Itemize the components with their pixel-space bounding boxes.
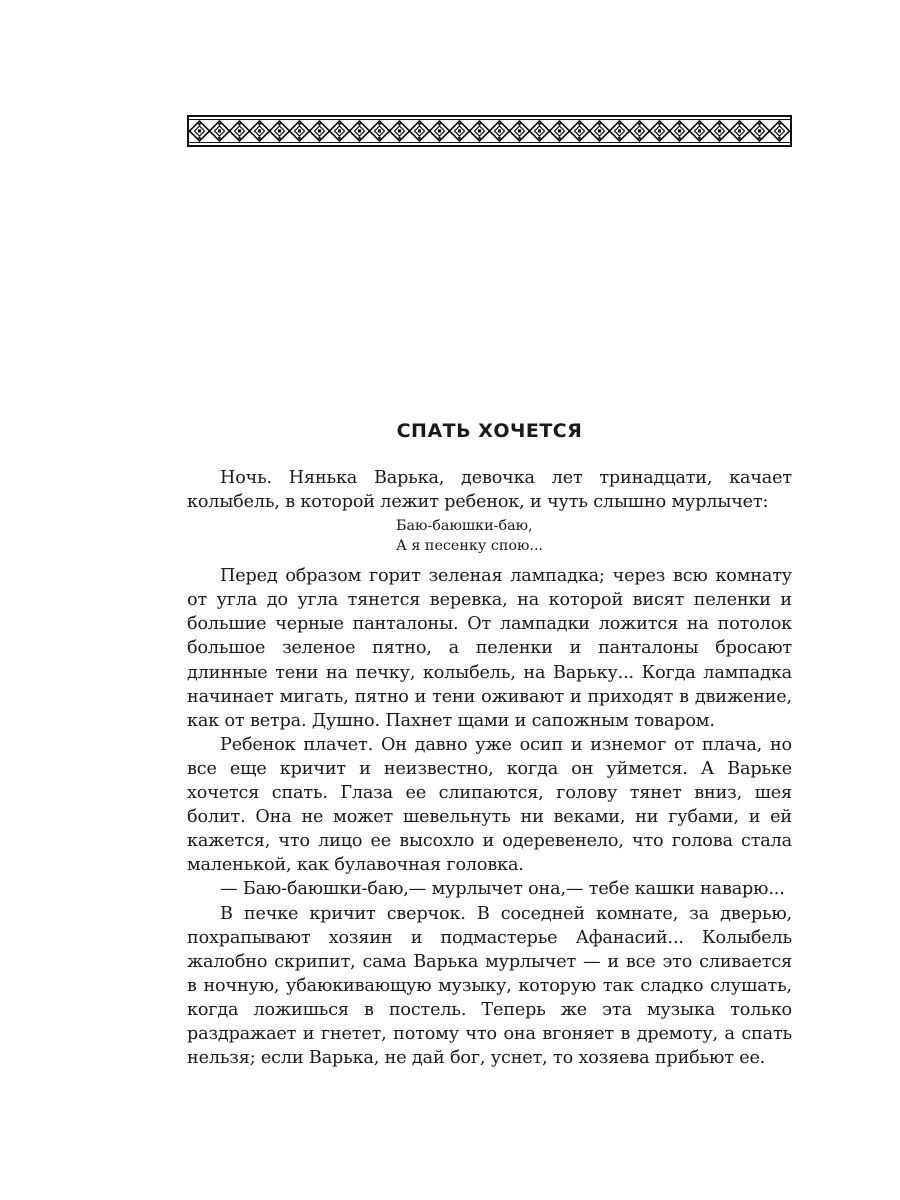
ornament-dot bbox=[218, 137, 220, 139]
ornament-joint bbox=[248, 130, 251, 133]
ornament-dot bbox=[198, 137, 200, 139]
ornament-dot bbox=[398, 123, 400, 125]
ornament-dot bbox=[498, 123, 500, 125]
ornament-dot bbox=[218, 129, 221, 132]
ornament-dot bbox=[658, 129, 661, 132]
ornament-dot bbox=[558, 137, 560, 139]
ornament-dot bbox=[538, 137, 540, 139]
ornament-joint bbox=[588, 130, 591, 133]
ornament-dot bbox=[738, 123, 740, 125]
ornament-dot bbox=[518, 123, 520, 125]
ornament-dot bbox=[538, 123, 540, 125]
ornament-dot bbox=[278, 123, 280, 125]
ornament-dot bbox=[318, 129, 321, 132]
ornament-joint bbox=[748, 130, 751, 133]
ornament-dot bbox=[358, 137, 360, 139]
ornament-joint bbox=[208, 130, 211, 133]
ornament-joint bbox=[328, 130, 331, 133]
ornament-joint bbox=[648, 130, 651, 133]
ornament-joint bbox=[268, 130, 271, 133]
ornament-dot bbox=[318, 137, 320, 139]
ornament-dot bbox=[198, 123, 200, 125]
ornament-dot bbox=[698, 137, 700, 139]
ornament-joint bbox=[708, 130, 711, 133]
ornament-dot bbox=[758, 129, 761, 132]
ornament-dot bbox=[758, 123, 760, 125]
ornament-dot bbox=[718, 137, 720, 139]
ornament-dot bbox=[558, 123, 560, 125]
ornament-dot bbox=[318, 123, 320, 125]
ornament-joint bbox=[688, 130, 691, 133]
ornament-dot bbox=[298, 129, 301, 132]
ornament-dot bbox=[438, 123, 440, 125]
ornament-dot bbox=[638, 123, 640, 125]
ornament-joint bbox=[568, 130, 571, 133]
paragraph: В печке кричит сверчок. В соседней комнате, за дверью, похрапывают хозяин и подмастерье Афанасий... Колыбель жалобно скрипит, сама Варька мурлычет — и все это сливается в ночную, убаюкивающую музыку, которую так сладко слушать, когда ложишься в постель. Теперь же эта музыка только раздражает и гнетет, потому что она вгоняет в дремоту, а спать нельзя; если Варька, не дай бог, уснет, то хозяева прибьют ее. bbox=[187, 903, 792, 1069]
ornament-dot bbox=[478, 123, 480, 125]
paragraph-intro: Ночь. Нянька Варька, девочка лет тринадцати, качает колыбель, в которой лежит ребенок, и чуть слышно мурлычет: bbox=[187, 468, 792, 513]
ornament-dot bbox=[418, 123, 420, 125]
ornament-dot bbox=[778, 129, 781, 132]
ornament-joint bbox=[508, 130, 511, 133]
ornament-dot bbox=[358, 123, 360, 125]
ornament-dot bbox=[458, 129, 461, 132]
paragraph: — Баю-баюшки-баю,— мурлычет она,— тебе кашки наварю... bbox=[220, 879, 785, 900]
ornament-dot bbox=[258, 137, 260, 139]
ornament-dot bbox=[258, 123, 260, 125]
ornament-dot bbox=[398, 137, 400, 139]
ornament-dot bbox=[298, 137, 300, 139]
ornament-joint bbox=[428, 130, 431, 133]
ornament-joint bbox=[768, 130, 771, 133]
ornament-dot bbox=[658, 123, 660, 125]
ornament-joint bbox=[368, 130, 371, 133]
ornament-dot bbox=[238, 129, 241, 132]
ornament-dot bbox=[718, 129, 721, 132]
verse-line: Баю-баюшки-баю, bbox=[396, 518, 533, 535]
ornament-dot bbox=[618, 123, 620, 125]
ornament-dot bbox=[518, 129, 521, 132]
ornament-dot bbox=[278, 137, 280, 139]
ornament-dot bbox=[398, 129, 401, 132]
ornament-dot bbox=[598, 129, 601, 132]
ornament-dot bbox=[738, 137, 740, 139]
paragraph: Перед образом горит зеленая лампадка; через всю комнату от угла до угла тянется веревка, на которой висят пеленки и большие черные панталоны. От лампадки ложится на потолок большое зеленое пятно, а пеленки и панталоны бросают длинные тени на печку, колыбель, на Варьку... Когда лампадка начинает мигать, пятно и тени оживают и приходят в движение, как от ветра. Душно. Пахнет щами и сапожным товаром. bbox=[187, 566, 792, 731]
ornament-joint bbox=[348, 130, 351, 133]
ornament-dot bbox=[338, 137, 340, 139]
ornament-dot bbox=[218, 123, 220, 125]
ornament-dot bbox=[498, 129, 501, 132]
ornament-dot bbox=[698, 123, 700, 125]
ornament-dot bbox=[778, 123, 780, 125]
ornament-pattern bbox=[189, 117, 790, 145]
ornament-dot bbox=[458, 137, 460, 139]
ornament-dot bbox=[558, 129, 561, 132]
ornament-dot bbox=[498, 137, 500, 139]
chapter-title: СПАТЬ ХОЧЕТСЯ bbox=[396, 420, 583, 442]
ornament-joint bbox=[308, 130, 311, 133]
verse-block bbox=[396, 517, 792, 556]
ornament-dot bbox=[418, 137, 420, 139]
ornament-joint bbox=[189, 130, 191, 133]
ornament-dot bbox=[738, 129, 741, 132]
body-text bbox=[187, 466, 792, 1070]
ornament-dot bbox=[618, 137, 620, 139]
ornament-joint bbox=[288, 130, 291, 133]
verse-line: А я песенку спою... bbox=[396, 537, 544, 554]
ornament-dot bbox=[638, 137, 640, 139]
ornament-joint bbox=[388, 130, 391, 133]
ornament-dot bbox=[378, 123, 380, 125]
ornament-dot bbox=[758, 137, 760, 139]
ornament-joint bbox=[228, 130, 231, 133]
ornament-dot bbox=[438, 137, 440, 139]
ornament-dot bbox=[418, 129, 421, 132]
ornament-joint bbox=[408, 130, 411, 133]
ornament-dot bbox=[678, 137, 680, 139]
ornament-dot bbox=[378, 137, 380, 139]
ornament-dot bbox=[658, 137, 660, 139]
ornament-joint bbox=[528, 130, 531, 133]
ornament-dot bbox=[298, 123, 300, 125]
ornament-dot bbox=[638, 129, 641, 132]
ornament-dot bbox=[458, 123, 460, 125]
ornament-joint bbox=[628, 130, 631, 133]
ornament-dot bbox=[578, 129, 581, 132]
ornament-dot bbox=[258, 129, 261, 132]
ornament-dot bbox=[478, 129, 481, 132]
ornament-dot bbox=[718, 123, 720, 125]
ornament-dot bbox=[338, 129, 341, 132]
ornament-dot bbox=[578, 137, 580, 139]
ornament-joint bbox=[668, 130, 671, 133]
ornament-dot bbox=[598, 123, 600, 125]
ornament-dot bbox=[438, 129, 441, 132]
ornament-dot bbox=[338, 123, 340, 125]
ornament-joint bbox=[548, 130, 551, 133]
ornament-dot bbox=[698, 129, 701, 132]
ornament-joint bbox=[468, 130, 471, 133]
ornament-dot bbox=[238, 137, 240, 139]
ornament-dot bbox=[378, 129, 381, 132]
ornament-dot bbox=[778, 137, 780, 139]
ornament-joint bbox=[488, 130, 491, 133]
ornament-dot bbox=[358, 129, 361, 132]
paragraph: Ребенок плачет. Он давно уже осип и изнемог от плача, но все еще кричит и неизвестно, когда он уймется. А Варьке хочется спать. Глаза ее слипаются, голову тянет вниз, шея болит. Она не может шевельнуть ни веками, ни губами, и ей кажется, что лицо ее высохло и одеревенело, что голова стала маленькой, как булавочная головка. bbox=[187, 734, 792, 876]
ornament-joint bbox=[608, 130, 611, 133]
ornament-joint bbox=[728, 130, 731, 133]
ornament-dot bbox=[538, 129, 541, 132]
ornament-dot bbox=[198, 129, 201, 132]
ornament-dot bbox=[278, 129, 281, 132]
ornament-dot bbox=[678, 123, 680, 125]
ornament-dot bbox=[598, 137, 600, 139]
ornament-dot bbox=[478, 137, 480, 139]
ornament-dot bbox=[618, 129, 621, 132]
ornament-dot bbox=[518, 137, 520, 139]
ornament-dot bbox=[238, 123, 240, 125]
decorative-border-band bbox=[187, 115, 792, 147]
ornament-dot bbox=[578, 123, 580, 125]
ornament-joint bbox=[448, 130, 451, 133]
ornament-dot bbox=[678, 129, 681, 132]
